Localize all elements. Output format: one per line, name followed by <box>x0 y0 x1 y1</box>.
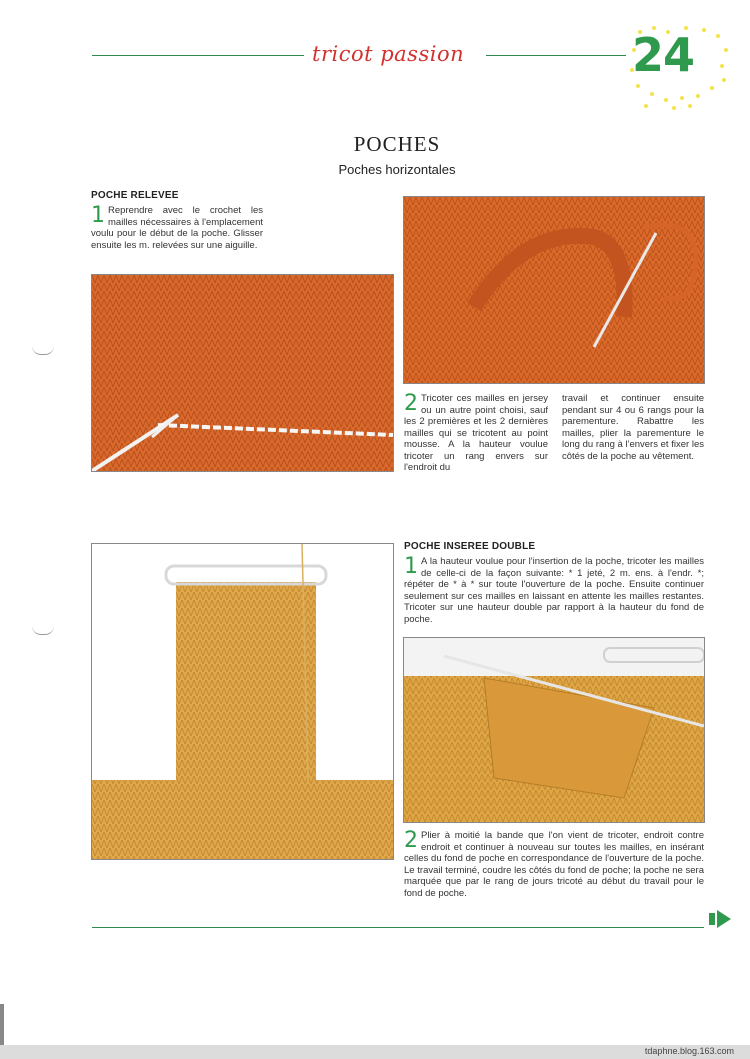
step-number: 2 <box>404 391 418 416</box>
source-watermark: tdaphne.blog.163.com <box>644 1046 734 1056</box>
page-number: 24 <box>632 28 695 82</box>
knit-texture-image <box>404 197 704 383</box>
photo-folded-pocket <box>403 637 705 823</box>
step-text: Reprendre avec le crochet les mailles nécessaires à l'emplacement voulu pour le début de la poche. Glisser ensuite les m. relevées sur une aiguille. <box>91 205 263 251</box>
section1-heading: POCHE RELEVEE <box>91 190 179 201</box>
section2-step1 <box>404 556 704 625</box>
step-number: 2 <box>404 828 418 853</box>
page-edge <box>0 1004 4 1049</box>
page-title: POCHES <box>353 132 441 156</box>
section1-step1 <box>91 205 263 251</box>
step-text: Plier à moitié la bande que l'on vient de tricoter, endroit contre endroit et continuer à nouveau sur toutes les mailles, en insérant celles du fond de poche en correspondance de l'ouverture de la poche. Le travail terminé, coudre les côtés du fond de poche; la poche ne sera marquée que par le rang de jours tricoté au début du travail pour le fond de poche. <box>404 830 704 899</box>
brand-title: tricot passion <box>312 42 465 66</box>
footer-bar <box>0 1045 750 1059</box>
step-text: travail et continuer ensuite pendant sur 4 ou 6 rangs pour la parementure. Rabattre les mailles, plier la parementure le long du rang à l'envers et fixer les côtés de la poche au vêtement. <box>562 393 704 462</box>
header-rule-left <box>92 55 304 56</box>
page-subtitle: Poches horizontales <box>338 162 456 177</box>
step-number: 1 <box>91 203 105 228</box>
knit-texture-image <box>92 275 393 471</box>
binder-hole <box>32 626 54 635</box>
footer-rule <box>92 927 704 928</box>
step-number: 1 <box>404 554 418 579</box>
photo-pocket-band <box>91 543 394 860</box>
knit-texture-image <box>92 544 393 859</box>
step-text: Tricoter ces mailles en jersey ou un autre point choisi, sauf les 2 premières et les 2 dernières mailles qui se tricotent au point mousse. A la hauteur voulue tricoter un rang envers sur l'endroit du <box>404 393 548 473</box>
photo-crochet-pickup <box>91 274 394 472</box>
knit-texture-image <box>404 638 704 822</box>
section2-heading: POCHE INSEREE DOUBLE <box>404 541 536 552</box>
binder-hole <box>32 346 54 355</box>
section2-step2 <box>404 830 704 899</box>
header-rule-right <box>486 55 626 56</box>
section1-step2-col2 <box>562 393 704 462</box>
photo-pocket-edge <box>403 196 705 384</box>
next-page-arrow-icon <box>709 910 733 928</box>
step-text: A la hauteur voulue pour l'insertion de la poche, tricoter les mailles de celle-ci de la façon suivante: * 1 jeté, 2 m. ens. à l'endr. *; répéter de * à * sur toute l'ouverture de la poche. Ensuite continuer seulement sur ces mailles en laissant en attente les mailles restantes. Tricoter sur une hauteur double par rapport à la hauteur du fond de poche. <box>404 556 704 625</box>
section1-step2-col1 <box>404 393 548 474</box>
